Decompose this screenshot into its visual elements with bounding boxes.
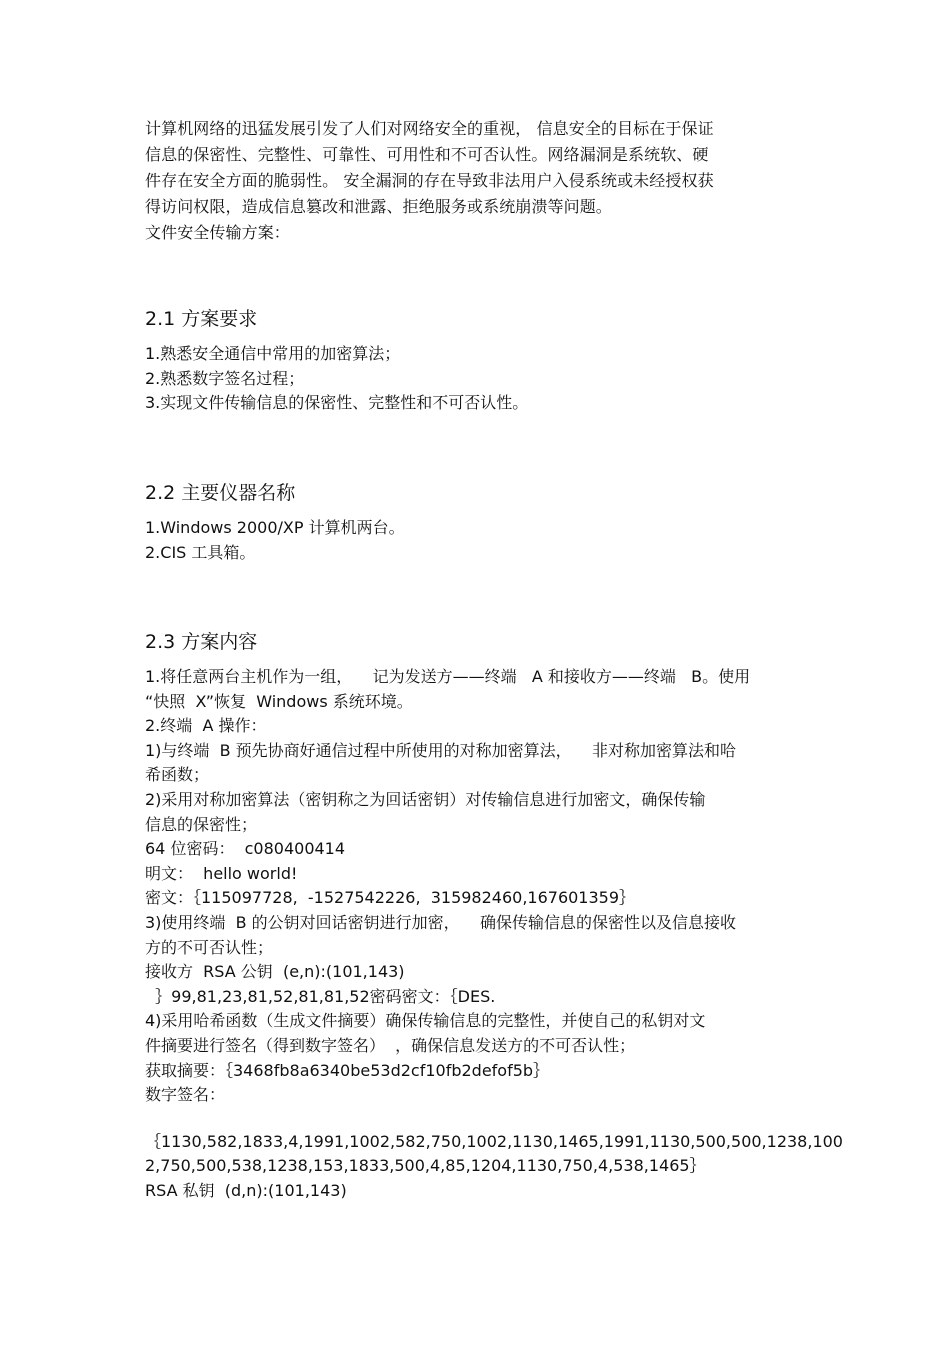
section-line: ｝99,81,23,81,52,81,81,52密码密文：｛DES. bbox=[145, 986, 496, 1006]
intro-line: 信息的保密性、完整性、可靠性、可用性和不可否认性。网络漏洞是系统软、硬 bbox=[145, 145, 709, 164]
section-instruments bbox=[145, 480, 845, 565]
section-line: 件摘要进行签名（得到数字签名） ，确保信息发送方的不可否认性； bbox=[145, 1035, 636, 1055]
section-line: 2.熟悉数字签名过程； bbox=[145, 368, 305, 388]
section-line: 获取摘要：｛3468fb8a6340be53d2cf10fb2defof5b｝ bbox=[145, 1060, 550, 1080]
intro-line: 件存在安全方面的脆弱性。 安全漏洞的存在导致非法用户入侵系统或未经授权获 bbox=[145, 171, 714, 190]
section-line: “快照 X”恢复 Windows 系统环境。 bbox=[145, 691, 413, 711]
section-line: 1.将任意两台主机作为一组， 记为发送方——终端 A 和接收方——终端 B。使用 bbox=[145, 667, 751, 686]
intro-line: 得访问权限，造成信息篡改和泄露、拒绝服务或系统崩溃等问题。 bbox=[145, 197, 612, 216]
section-requirements bbox=[145, 306, 845, 416]
section-line: 3.实现文件传输信息的保密性、完整性和不可否认性。 bbox=[145, 393, 529, 413]
section-line: 1)与终端 B 预先协商好通信过程中所使用的对称加密算法， 非对称加密算法和哈 bbox=[145, 740, 737, 760]
section-content bbox=[145, 629, 845, 1203]
section-heading: 2.2 主要仪器名称 bbox=[145, 482, 296, 504]
section-line: 2.终端 A 操作： bbox=[145, 716, 267, 736]
section-line: 密文：｛115097728, -1527542226, 315982460,167601359｝ bbox=[145, 888, 636, 908]
section-line: 1.Windows 2000/XP 计算机两台。 bbox=[145, 518, 405, 537]
intro-paragraph bbox=[145, 116, 825, 246]
section-line: 2.CIS 工具箱。 bbox=[145, 542, 256, 562]
section-line: 明文： hello world! bbox=[145, 863, 298, 883]
section-line: 方的不可否认性； bbox=[145, 937, 274, 957]
section-line: 信息的保密性； bbox=[145, 814, 258, 834]
section-line: 2,750,500,538,1238,153,1833,500,4,85,1204,1130,750,4,538,1465｝ bbox=[145, 1156, 706, 1176]
section-line: 数字签名： bbox=[145, 1085, 226, 1105]
section-line: 接收方 RSA 公钥 (e,n):(101,143) bbox=[145, 962, 405, 982]
section-line: 4)采用哈希函数（生成文件摘要）确保传输信息的完整性，并使自己的私钥对文 bbox=[145, 1011, 706, 1031]
section-line: 64 位密码： c080400414 bbox=[145, 839, 346, 859]
section-line: ｛1130,582,1833,4,1991,1002,582,750,1002,1130,1465,1991,1130,500,500,1238,100 bbox=[145, 1131, 843, 1151]
blank-line bbox=[145, 1108, 845, 1130]
section-line: RSA 私钥 (d,n):(101,143) bbox=[145, 1180, 347, 1200]
section-line: 2)采用对称加密算法（密钥称之为回话密钥）对传输信息进行加密文，确保传输 bbox=[145, 789, 706, 809]
section-heading: 2.3 方案内容 bbox=[145, 631, 258, 653]
section-line: 1.熟悉安全通信中常用的加密算法； bbox=[145, 344, 401, 363]
intro-line: 文件安全传输方案： bbox=[145, 223, 290, 242]
section-line: 希函数； bbox=[145, 765, 210, 785]
intro-line: 计算机网络的迅猛发展引发了人们对网络安全的重视， 信息安全的目标在于保证 bbox=[145, 119, 714, 138]
section-heading: 2.1 方案要求 bbox=[145, 308, 258, 330]
section-line: 3)使用终端 B 的公钥对回话密钥进行加密， 确保传输信息的保密性以及信息接收 bbox=[145, 912, 737, 932]
